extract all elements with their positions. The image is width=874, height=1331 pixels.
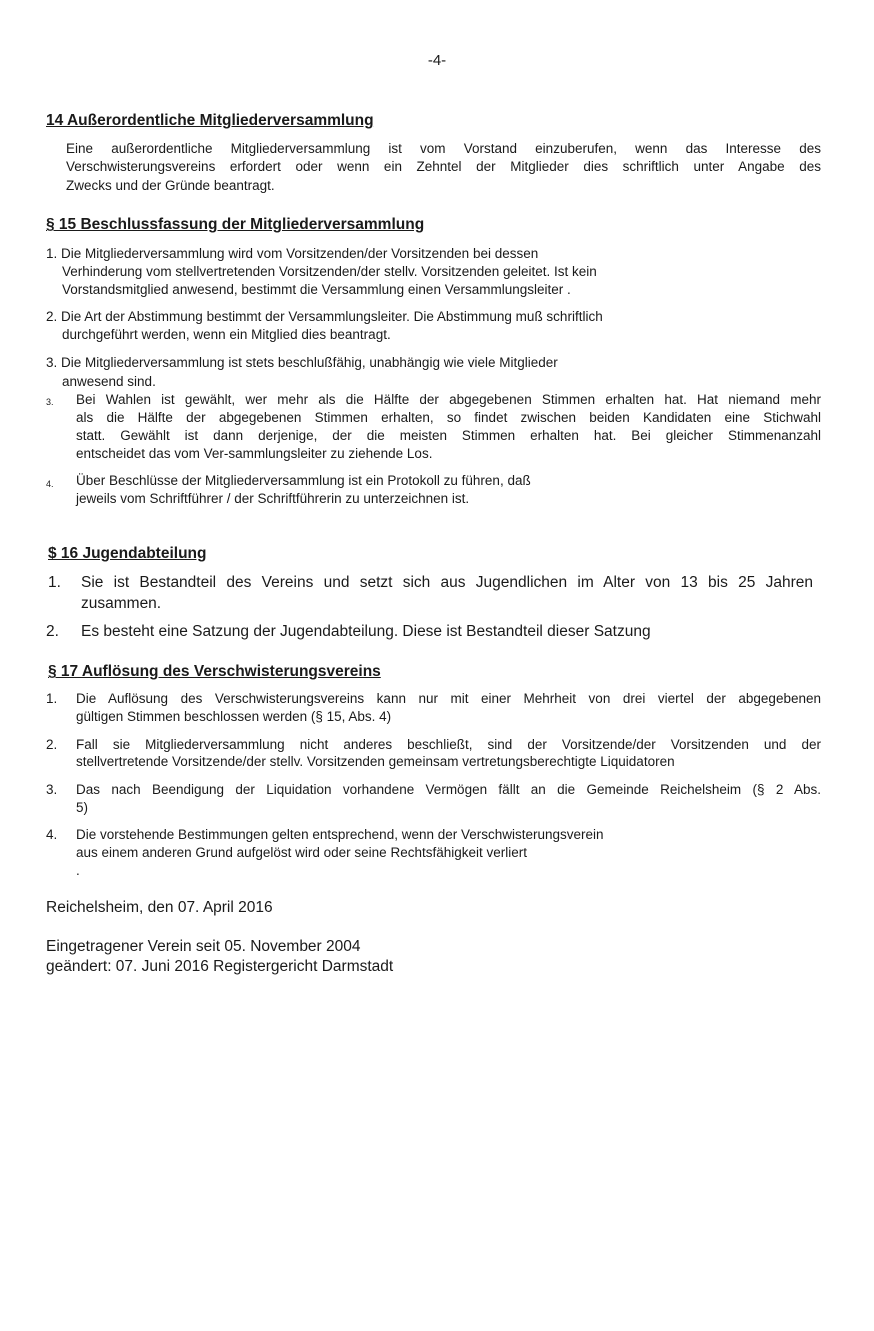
amendment-note: geändert: 07. Juni 2016 Registergericht Darmstadt <box>46 958 394 975</box>
section-17-item-4-line-3: . <box>76 863 80 878</box>
section-17-item-1-line-2: gültigen Stimmen beschlossen werden (§ 15, Abs. 4) <box>76 709 392 724</box>
section-17-item-3-line-1: Das nach Beendigung der Liquidation vorhandene Vermögen fällt an die Gemeinde Reichelsheim (§ 2 Abs. <box>76 782 821 797</box>
section-17-item-1-number: 1. <box>46 691 58 706</box>
section-15-item-5-line-2: jeweils vom Schriftführer / der Schriftführerin zu unterzeichnen ist. <box>76 491 470 506</box>
section-17-item-2-number: 2. <box>46 737 58 752</box>
registration-note: Eingetragener Verein seit 05. November 2004 <box>46 938 361 955</box>
section-15-item-4-line-3: statt. Gewählt ist dann derjenige, der die meisten Stimmen erhalten hat. Bei gleicher Stimmenanzahl <box>76 428 821 443</box>
section-15-item-3-line-2: anwesend sind. <box>62 374 156 389</box>
section-16-item-1-line-2: zusammen. <box>81 595 162 612</box>
section-16-heading: $ 16 Jugendabteilung <box>48 545 207 562</box>
section-14-line-3: Zwecks und der Gründe beantragt. <box>66 178 275 193</box>
section-17-item-2-line-2: stellvertretende Vorsitzende/der stellv. Vorsitzenden gemeinsam vertretungsberechtigte Liquidatoren <box>76 754 675 769</box>
section-16-item-2-line-1: Es besteht eine Satzung der Jugendabteilung. Diese ist Bestandteil dieser Satzung <box>81 623 651 640</box>
section-17-item-3-line-2: 5) <box>76 800 89 815</box>
section-17-item-4-line-1: Die vorstehende Bestimmungen gelten entsprechend, wenn der Verschwisterungsverein <box>76 827 604 842</box>
place-and-date: Reichelsheim, den 07. April 2016 <box>46 899 273 916</box>
section-17-item-1-line-1: Die Auflösung des Verschwisterungsvereins kann nur mit einer Mehrheit von drei viertel der abgegebenen <box>76 691 821 706</box>
section-15-item-4-number: 3. <box>46 397 54 407</box>
section-17-item-3-number: 3. <box>46 782 58 797</box>
page-number: -4- <box>427 52 447 69</box>
section-16-item-2-number: 2. <box>46 623 59 640</box>
section-17-item-4-line-2: aus einem anderen Grund aufgelöst wird oder seine Rechtsfähigkeit verliert <box>76 845 527 860</box>
section-16-item-1-number: 1. <box>48 574 61 591</box>
section-15-item-4-line-2: als die Hälfte der abgegebenen Stimmen erhalten, so findet zwischen beiden Kandidaten eine Stichwahl <box>76 410 821 425</box>
section-15-item-3-line-1: 3. Die Mitgliederversammlung ist stets beschlußfähig, unabhängig wie viele Mitglieder <box>46 355 558 370</box>
section-17-item-4-number: 4. <box>46 827 58 842</box>
section-17-item-2-line-1: Fall sie Mitgliederversammlung nicht anderes beschließt, sind der Vorsitzende/der Vorsitzenden und der <box>76 737 821 752</box>
section-17-heading: § 17 Auflösung des Verschwisterungsvereins <box>48 663 381 680</box>
section-14-heading: 14 Außerordentliche Mitgliederversammlung <box>46 112 374 129</box>
section-15-item-1-line-2: Verhinderung vom stellvertretenden Vorsitzenden/der stellv. Vorsitzenden geleitet. Ist kein <box>62 264 597 279</box>
section-15-item-4-line-4: entscheidet das vom Ver-sammlungsleiter zu ziehende Los. <box>76 446 433 461</box>
section-15-item-5-number: 4. <box>46 479 54 489</box>
section-15-item-1-line-1: 1. Die Mitgliederversammlung wird vom Vorsitzenden/der Vorsitzenden bei dessen <box>46 246 539 261</box>
section-15-heading: § 15 Beschlussfassung der Mitgliederversammlung <box>46 216 425 233</box>
section-15-item-5-line-1: Über Beschlüsse der Mitgliederversammlung ist ein Protokoll zu führen, daß <box>76 473 531 488</box>
section-15-item-2-line-2: durchgeführt werden, wenn ein Mitglied dies beantragt. <box>62 327 391 342</box>
section-15-item-2-line-1: 2. Die Art der Abstimmung bestimmt der Versammlungsleiter. Die Abstimmung muß schriftlich <box>46 309 603 324</box>
section-15-item-1-line-3: Vorstandsmitglied anwesend, bestimmt die Versammlung einen Versammlungsleiter . <box>62 282 571 297</box>
section-15-item-4-line-1: Bei Wahlen ist gewählt, wer mehr als die Hälfte der abgegebenen Stimmen erhalten hat. Hat niemand mehr <box>76 392 821 407</box>
section-14-line-2: Verschwisterungsvereins erfordert oder wenn ein Zehntel der Mitglieder dies schriftlich unter Angabe des <box>66 159 821 174</box>
section-16-item-1-line-1: Sie ist Bestandteil des Vereins und setzt sich aus Jugendlichen im Alter von 13 bis 25 Jahren <box>81 574 813 591</box>
section-14-line-1: Eine außerordentliche Mitgliederversammlung ist vom Vorstand einzuberufen, wenn das Interesse des <box>66 141 821 156</box>
